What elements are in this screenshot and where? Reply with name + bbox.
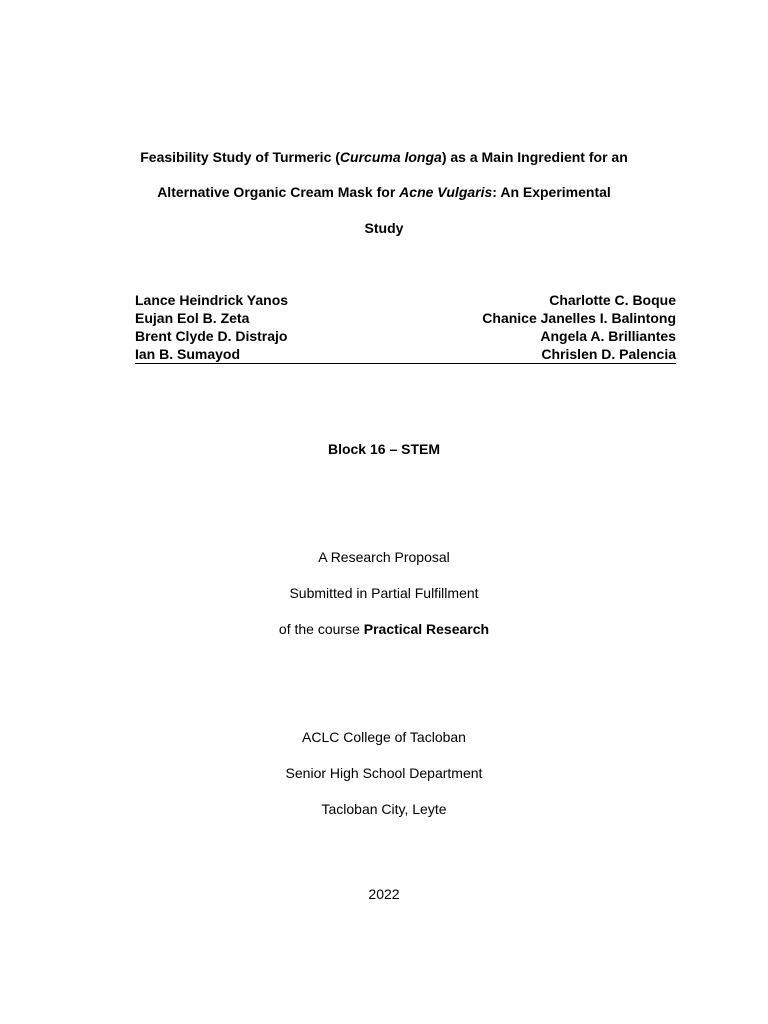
title-italic-scientific-name: Curcuma longa [339, 149, 442, 165]
author-name-right: Chrislen D. Palencia [541, 346, 676, 362]
course-name: Practical Research [363, 621, 490, 637]
title-line-2 [0, 183, 768, 201]
title-text: Feasibility Study of Turmeric ( [140, 149, 340, 165]
author-row [135, 345, 676, 363]
institution-location: Tacloban City, Leyte [321, 801, 447, 817]
author-row [135, 327, 676, 345]
document-year: 2022 [368, 886, 400, 902]
title-italic-condition-name: Acne Vulgaris [399, 184, 493, 200]
author-name-right: Chanice Janelles I. Balintong [482, 310, 676, 326]
author-name-right: Angela A. Brilliantes [540, 328, 676, 344]
author-name-left: Ian B. Sumayod [135, 346, 241, 362]
author-row [135, 309, 676, 327]
proposal-line-3 [0, 620, 768, 638]
institution-department: Senior High School Department [285, 765, 483, 781]
author-name-left: Brent Clyde D. Distrajo [135, 328, 288, 344]
proposal-line-2: Submitted in Partial Fulfillment [289, 585, 479, 601]
course-prefix: of the course [278, 621, 364, 637]
proposal-line-1: A Research Proposal [318, 549, 450, 565]
title-text: Study [364, 220, 404, 236]
block-section: Block 16 – STEM [327, 441, 441, 457]
title-text: ) as a Main Ingredient for an [441, 149, 628, 165]
author-name-right: Charlotte C. Boque [549, 292, 676, 308]
author-name-left: Eujan Eol B. Zeta [135, 310, 250, 326]
author-name-left: Lance Heindrick Yanos [135, 292, 289, 308]
authors-block [135, 291, 676, 364]
title-line-1 [0, 148, 768, 166]
institution-school: ACLC College of Tacloban [302, 729, 466, 745]
title-text: Alternative Organic Cream Mask for [157, 184, 400, 200]
title-line-3 [0, 219, 768, 237]
author-row [135, 291, 676, 309]
title-text: : An Experimental [492, 184, 611, 200]
